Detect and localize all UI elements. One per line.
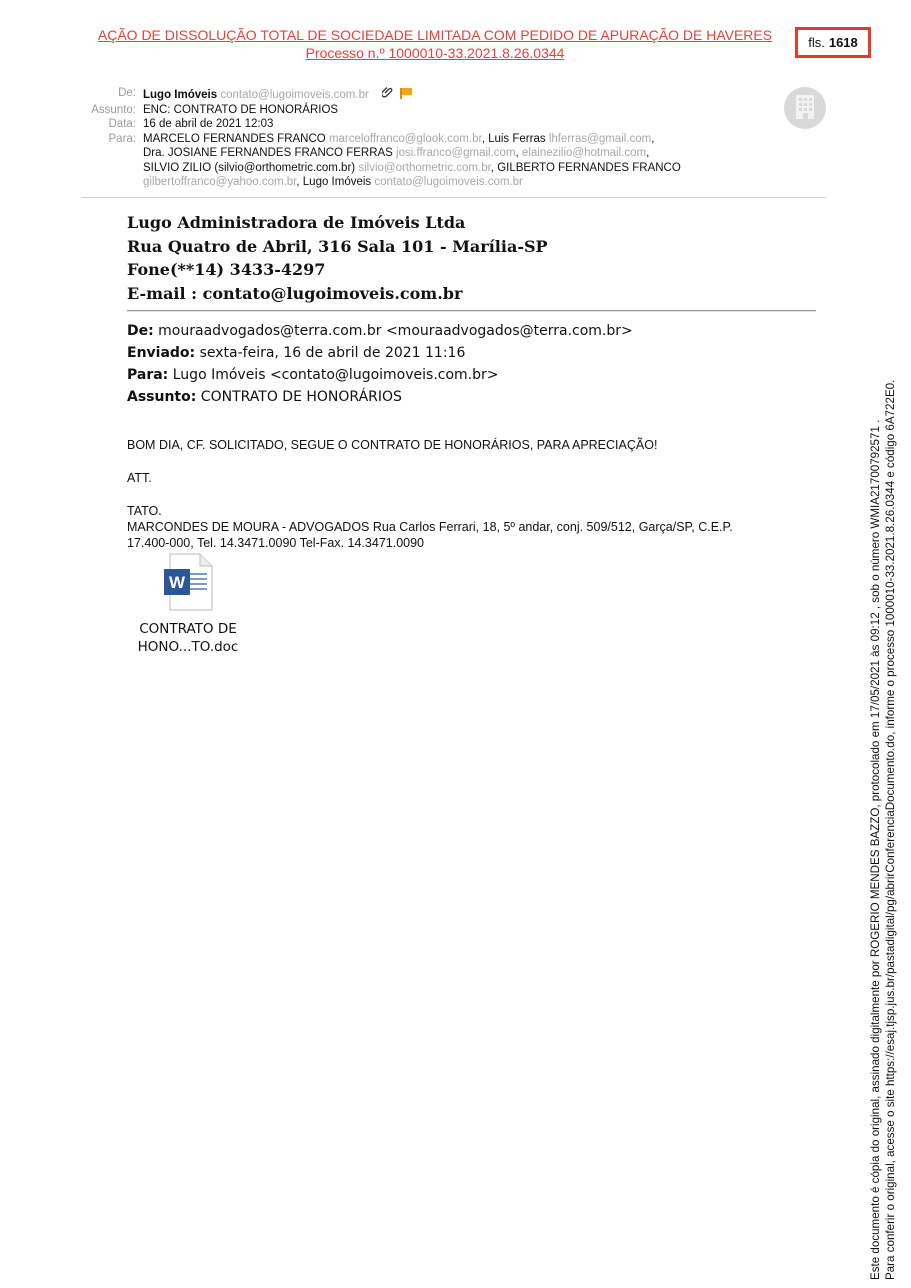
word-doc-icon[interactable] xyxy=(162,553,214,611)
recipient-name: MARCELO FERNANDES FRANCO xyxy=(143,132,326,145)
recipient-email: elainezilio@hotmail.com xyxy=(521,147,647,159)
attachment-name-1: CONTRATO DE xyxy=(139,621,237,637)
meta-date-row xyxy=(80,117,681,132)
process-number: Processo n.º 1000010-33.2021.8.26.0344 xyxy=(305,45,565,61)
fwd-from: mouraadvogados@terra.com.br <mouraadvogados@terra.com.br> xyxy=(158,323,633,339)
company-email: E-mail : contato@lugoimoveis.com.br xyxy=(127,283,463,303)
header-divider xyxy=(82,197,826,198)
recipient-name: GILBERTO FERNANDES FRANCO xyxy=(497,161,681,174)
fwd-from-label: De: xyxy=(127,323,154,339)
recipient-email: marceloffranco@glook.com.br xyxy=(328,132,482,145)
side-note-line-2: Para conferir o original, acesse o site https://esaj.tjsp.jus.br/pastadigital/pg/abrirConferenciaDocumento.do, informe o processo 1000010-33.2021.8.26.0344 e código 6A722E0. xyxy=(884,379,897,1280)
from-name: Lugo Imóveis xyxy=(143,89,218,101)
recipient-email: lhferras@gmail.com xyxy=(548,132,652,145)
fls-label: fls. xyxy=(808,35,825,50)
date-label: Data: xyxy=(108,118,136,130)
greeting-text: BOM DIA, CF. SOLICITADO, SEGUE O CONTRATO DE HONORÁRIOS, PARA APRECIAÇÃO! xyxy=(127,438,658,452)
email-body xyxy=(127,437,733,551)
from-label: De: xyxy=(118,87,136,99)
forwarded-header xyxy=(127,320,633,408)
to-label: Para: xyxy=(108,132,136,145)
subject-value: ENC: CONTRATO DE HONORÁRIOS xyxy=(143,103,339,116)
sign-line-1: MARCONDES DE MOURA - ADVOGADOS Rua Carlos Ferrari, 18, 5º andar, conj. 509/512, Garça/SP, C.E.P. xyxy=(127,520,733,534)
recipient-name: SILVIO ZILIO (silvio@orthometric.com.br) xyxy=(143,161,356,174)
fwd-to: Lugo Imóveis <contato@lugoimoveis.com.br> xyxy=(172,367,499,383)
recipient-name: Dra. JOSIANE FERNANDES FRANCO FERRAS xyxy=(143,147,393,159)
fwd-subject-label: Assunto: xyxy=(127,389,197,405)
action-title: AÇÃO DE DISSOLUÇÃO TOTAL DE SOCIEDADE LIMITADA COM PEDIDO DE APURAÇÃO DE HAVERES xyxy=(97,27,773,43)
company-signature xyxy=(127,211,548,305)
meta-from-row xyxy=(80,86,681,103)
sender-avatar xyxy=(784,87,826,129)
sign-line-2: 17.400-000, Tel. 14.3471.0090 Tel-Fax. 14.3471.0090 xyxy=(127,536,424,550)
side-note-line-1: Este documento é cópia do original, assinado digitalmente por ROGERIO MENDES BAZZO, protocolado em 17/05/2021 às 09:12 , sob o número WMIA21700792571 . xyxy=(869,419,882,1280)
fls-number: 1618 xyxy=(828,35,858,50)
subject-label: Assunto: xyxy=(91,103,136,116)
page-number-box xyxy=(795,27,871,58)
company-phone: Fone(**14) 3433-4297 xyxy=(127,260,326,279)
fwd-sent-label: Enviado: xyxy=(127,345,196,361)
fwd-sent: sexta-feira, 16 de abril de 2021 11:16 xyxy=(199,345,466,361)
digital-signature-note xyxy=(868,200,898,1280)
svg-text:W: W xyxy=(168,573,186,592)
flag-icon xyxy=(400,88,412,99)
recipient-email: josi.ffranco@gmail.com xyxy=(396,147,516,159)
fwd-subject: CONTRATO DE HONORÁRIOS xyxy=(200,389,402,405)
building-icon xyxy=(794,93,816,124)
recipient-name: Luis Ferras xyxy=(488,132,546,145)
meta-to-row xyxy=(80,132,681,190)
recipients: MARCELO FERNANDES FRANCO marceloffranco@glook.com.br, Luis Ferras lhferras@gmail.com, Dra. JOSIANE FERNANDES FRANCO FERRAS josi.ffranco@gmail.com, elainezilio@hotmail.com, SILVIO ZILIO (silvio@orthometric.com.br) silvio@orthometric.com.br, GILBERTO FERNANDES FRANCO gilbertoffranco@yahoo.com.br, Lugo Imóveis contato@lugoimoveis.com.br xyxy=(143,132,681,188)
sign-name: TATO. xyxy=(127,504,162,518)
date-value: 16 de abril de 2021 12:03 xyxy=(143,118,274,130)
attachment[interactable] xyxy=(127,553,249,656)
meta-subject-row xyxy=(80,103,681,118)
att-text: ATT. xyxy=(127,471,152,485)
signature-divider xyxy=(127,310,816,311)
recipient-email: contato@lugoimoveis.com.br xyxy=(374,176,523,188)
recipient-name: Lugo Imóveis xyxy=(302,176,372,188)
recipient-email: silvio@orthometric.com.br xyxy=(358,161,491,174)
email-meta xyxy=(80,86,681,190)
company-name: Lugo Administradora de Imóveis Ltda xyxy=(127,213,466,232)
paperclip-icon xyxy=(382,86,393,102)
from-email: contato@lugoimoveis.com.br xyxy=(220,89,369,101)
fwd-to-label: Para: xyxy=(127,367,169,383)
recipient-email: gilbertoffranco@yahoo.com.br xyxy=(143,176,297,188)
company-address: Rua Quatro de Abril, 316 Sala 101 - Marília-SP xyxy=(127,236,548,256)
attachment-name-2: HONO...TO.doc xyxy=(137,639,239,655)
document-header xyxy=(0,26,870,62)
